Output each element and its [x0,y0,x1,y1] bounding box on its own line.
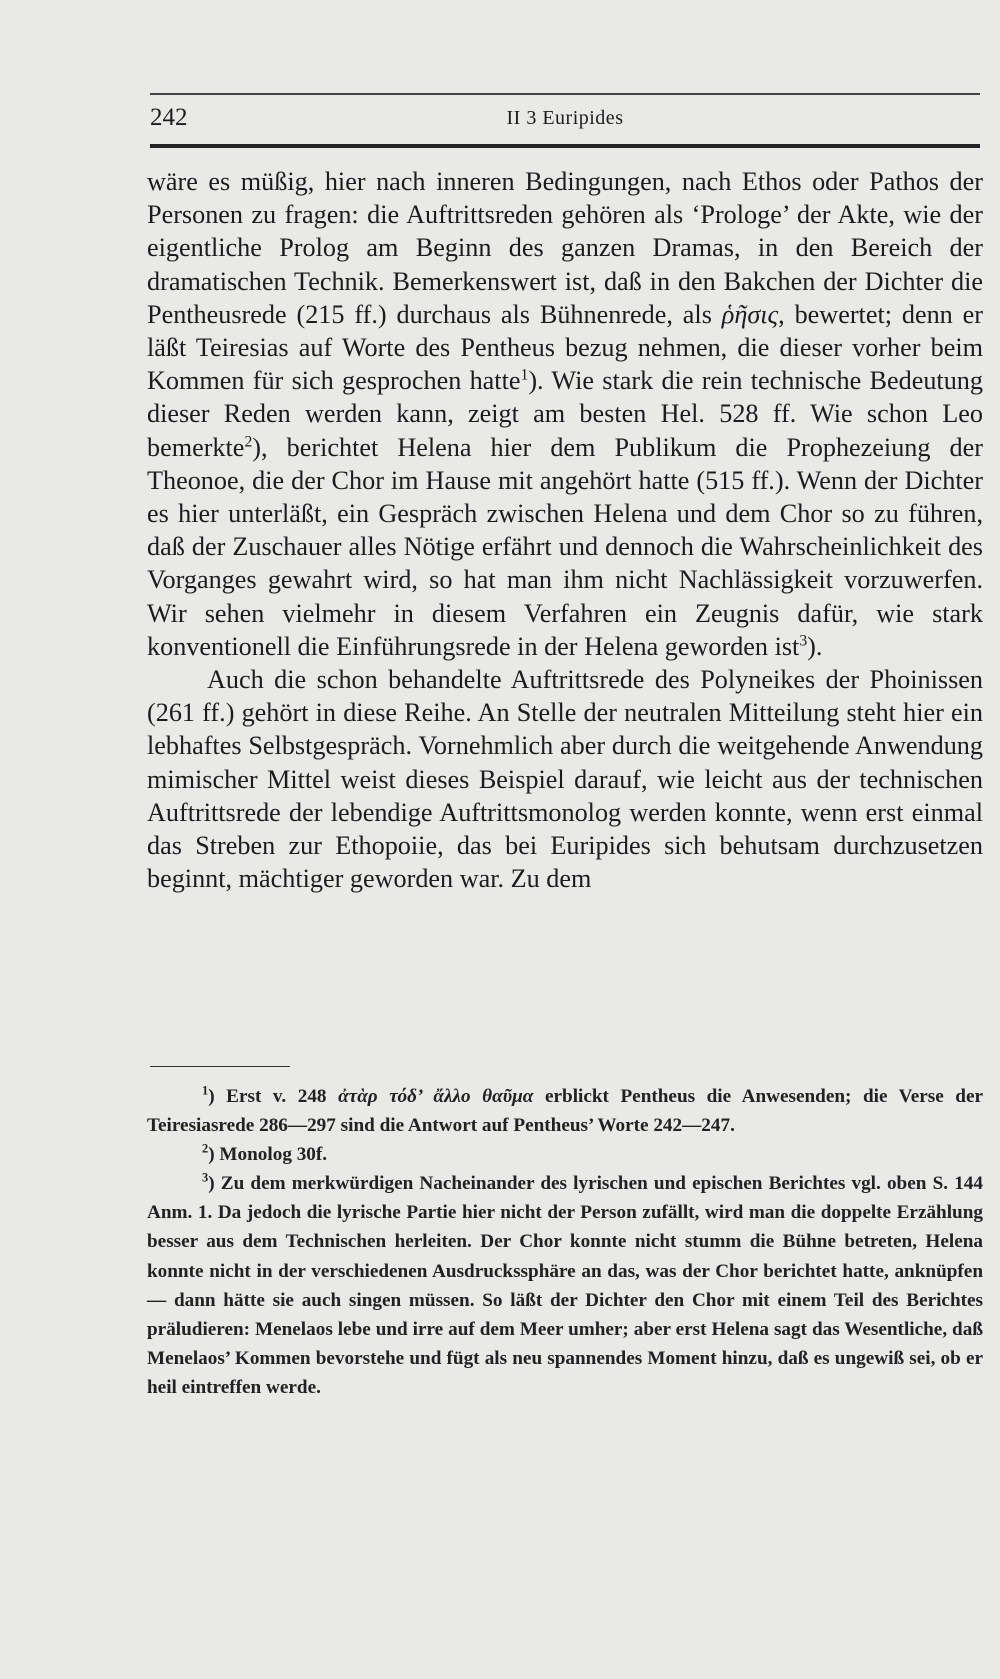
top-rule [150,93,980,95]
running-title: II 3 Euripides [506,107,624,129]
footnotes [147,1082,983,1402]
footnote-3 [147,1169,983,1402]
footnote-ref: 1 [520,366,529,384]
text-run: erblickt Pentheus die Anwesenden; die Verse der Teiresiasrede 286—297 sind die Antwort auf Pentheus’ Worte 242—247. [147,1086,984,1137]
footnote-ref: 2 [244,432,253,450]
text-run: ). [807,631,823,661]
text-run: , bewertet; denn er läßt Teiresias auf Worte des Pentheus bezug nehmen, die dieser vorher beim Kommen für sich gesprochen hatte [147,299,983,396]
main-text [147,165,983,895]
header-rule [150,144,980,148]
footnote-ref: 3 [799,632,808,650]
footnote-mark: 3 [202,1170,209,1185]
text-run: ), berichtet Helena hier dem Publikum die Prophezeiung der Theonoe, die der Chor im Hause mit angehört hatte (515 ff.). Wenn der Dichter es hier unterläßt, ein Gespräch zwischen Helena und dem Chor so zu führen, daß der Zuschauer alles Nötige erfährt und dennoch die Wahrscheinlichkeit des Vorganges gewahrt wird, so hat man ihm nicht Nachlässigkeit vorzuwerfen. Wir sehen vielmehr in diesem Verfahren ein Zeugnis dafür, wie stark konventionell die Einführungsrede in der Helena geworden ist [147,432,983,661]
footnote-rule [150,1066,290,1067]
greek-quote: ἀτὰρ τόδ’ ἄλλο θαῦμα [338,1086,534,1107]
running-head [150,104,980,140]
footnote-2 [147,1140,983,1169]
text-run: ). Wie stark die rein technische Bedeutung dieser Reden werden kann, zeigt am besten Hel. 528 ff. Wie schon Leo bemerkte [147,366,983,462]
text-run: wäre es müßig, hier nach inneren Bedingungen, nach Ethos oder Pathos der Personen zu fragen: die Auftrittsreden gehören als ‘Prologe’ der Akte, wie der eigentliche Prolog am Beginn des ganzen Dramas, in den Bereich der dramatischen Technik. Bemerkenswert ist, daß in den Bakchen der Dichter die Pentheusrede (215 ff.) durchaus als Bühnenrede, als [147,167,983,329]
text-run: ) Zu dem merkwürdigen Nacheinander des lyrischen und epischen Berichtes vgl. oben S. 144 Anm. 1. Da jedoch die lyrische Partie hier nicht der Person zufällt, wird man die doppelte Erzählung besser aus dem Technischen herleiten. Der Chor konnte nicht stumm die Bühne betreten, Helena konnte nicht in der verschiedenen Ausdruckssphäre an das, was der Chor berichtet hatte, anknüpfen — dann hätte sie auch singen müssen. So läßt der Dichter den Chor mit einem Teil des Berichtes präludieren: Menelaos lebe und irre auf dem Meer umher; aber erst Helena sagt das Wesentliche, daß Menelaos’ Kommen bevorstehe und fügt als neu spannendes Moment hinzu, daß es ungewiß sei, ob er heil eintreffen werde. [147,1173,983,1398]
paragraph-2: Auch die schon behandelte Auftrittsrede des Polyneikes der Phoinissen (261 ff.) gehört in diese Reihe. An Stelle der neutralen Mitteilung steht hier ein lebhaftes Selbstgespräch. Vornehmlich aber durch die weitgehende Anwendung mimischer Mittel weist dieses Beispiel darauf, wie leicht aus der technischen Auftrittsrede der lebendige Auftrittsmonolog werden konnte, wenn erst einmal das Streben zur Ethopoiie, das bei Euripides sich behutsam durchzusetzen beginnt, mächtiger geworden war. Zu dem [147,665,983,894]
footnote-mark: 1 [202,1083,209,1098]
text-run: ) Monolog 30f. [208,1144,328,1166]
footnote-mark: 2 [202,1141,209,1156]
paragraph-1 [147,165,983,663]
greek-term: ῥῆσις [721,299,779,329]
footnote-1 [147,1082,983,1140]
page-number: 242 [150,104,188,131]
text-run: ) Erst v. 248 [208,1086,327,1107]
